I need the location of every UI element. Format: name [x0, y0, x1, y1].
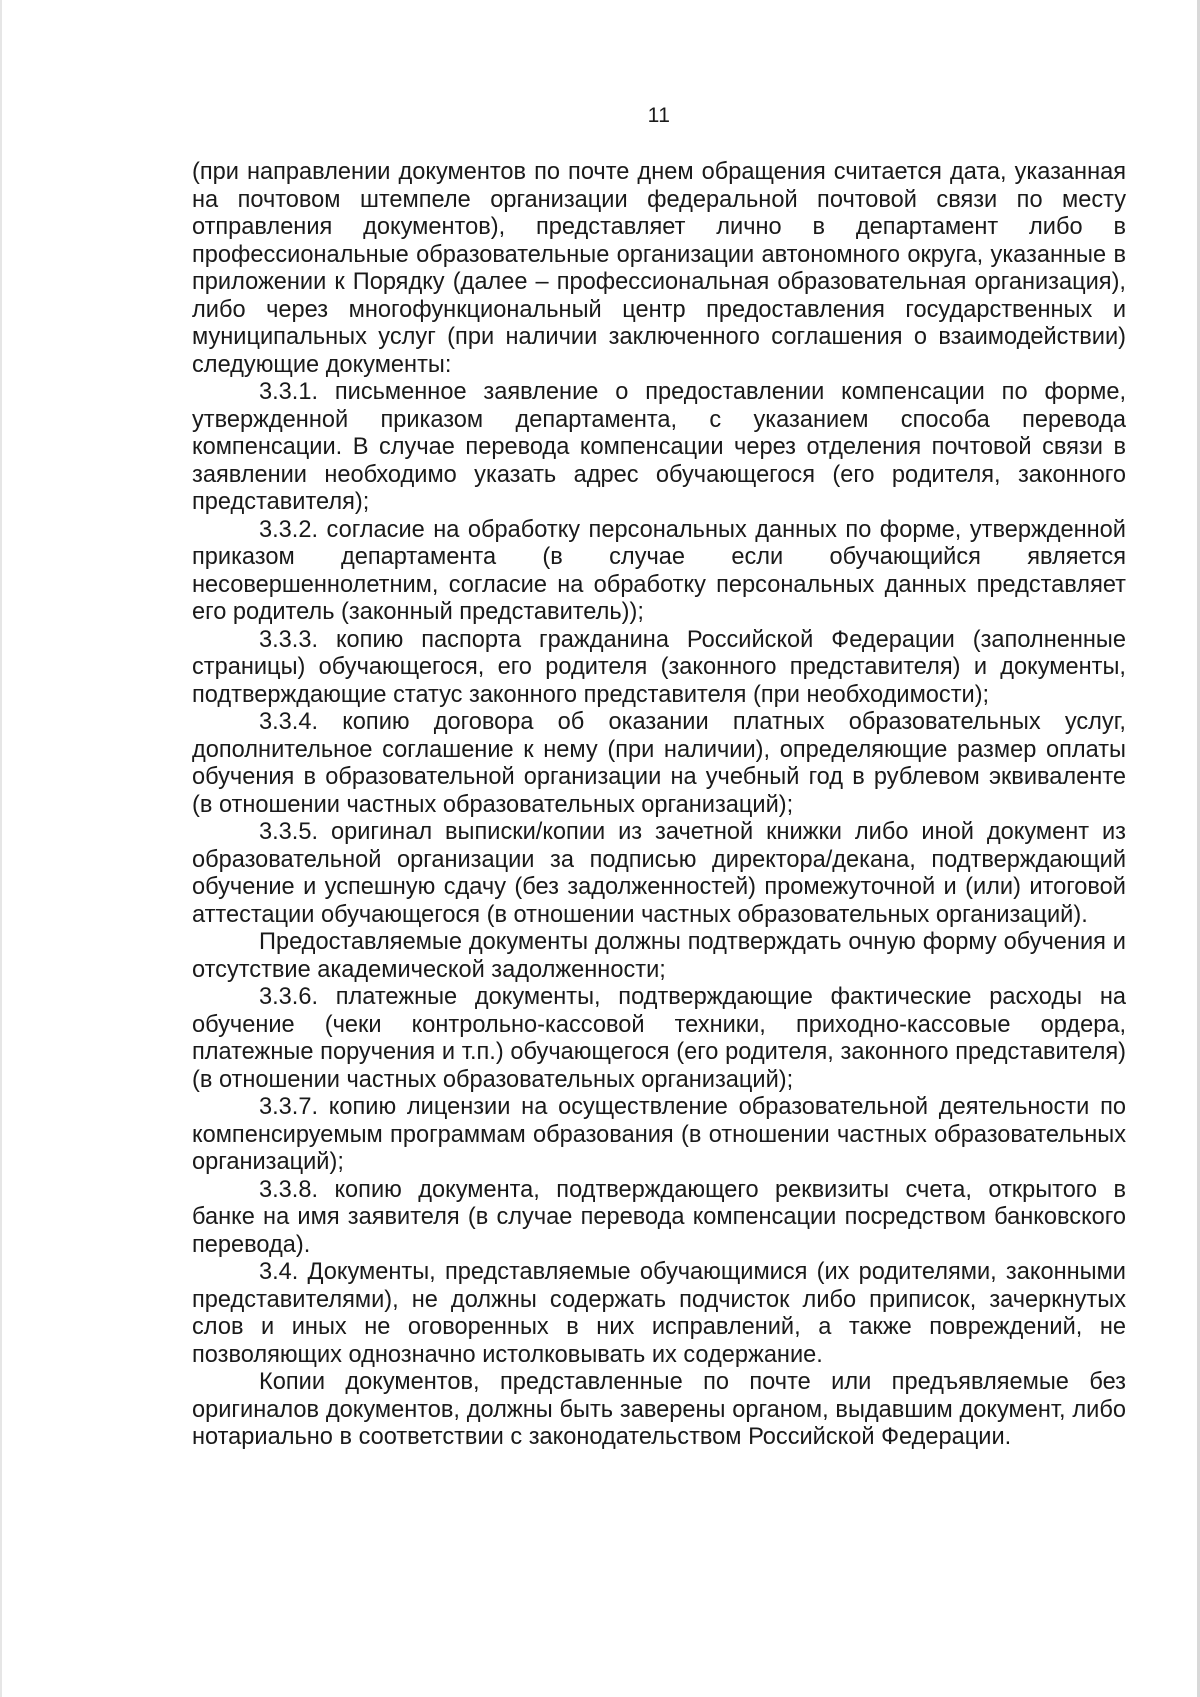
paragraph-3-3-2: 3.3.2. согласие на обработку персональных данных по форме, утвержденной приказом департамента (в случае если обучающийся является несовершеннолетним, согласие на обработку персональных данных представляет его родитель (законный представитель));	[192, 516, 1126, 625]
document-body	[192, 159, 1126, 1452]
paragraph-intro: (при направлении документов по почте днем обращения считается дата, указанная на почтовом штемпеле организации федеральной почтовой связи по месту отправления документов), представляет лично в департамент либо в профессиональные образовательные организации автономного округа, указанные в приложении к Порядку (далее – профессиональная образовательная организация), либо через многофункциональный центр предоставления государственных и муниципальных услуг (при наличии заключенного соглашения о взаимодействии) следующие документы:	[192, 159, 1126, 378]
paragraph-3-3-3: 3.3.3. копию паспорта гражданина Российской Федерации (заполненные страницы) обучающегося, его родителя (законного представителя) и документы, подтверждающие статус законного представителя (при необходимости);	[192, 626, 1126, 708]
paragraph-3-3-4: 3.3.4. копию договора об оказании платных образовательных услуг, дополнительное соглашение к нему (при наличии), определяющие размер оплаты обучения в образовательной организации на учебный год в рублевом эквиваленте (в отношении частных образовательных организаций);	[192, 709, 1126, 818]
paragraph-3-4: 3.4. Документы, представляемые обучающимися (их родителями, законными представителями), не должны содержать подчисток либо приписок, зачеркнутых слов и иных не оговоренных в них исправлений, а также повреждений, не позволяющих однозначно истолковывать их содержание.	[192, 1259, 1126, 1368]
paragraph-3-3-8: 3.3.8. копию документа, подтверждающего реквизиты счета, открытого в банке на имя заявителя (в случае перевода компенсации посредством банковского перевода).	[192, 1176, 1126, 1258]
paragraph-3-3-7: 3.3.7. копию лицензии на осуществление образовательной деятельности по компенсируемым программам образования (в отношении частных образовательных организаций);	[192, 1094, 1126, 1175]
paragraph-3-3-1: 3.3.1. письменное заявление о предоставлении компенсации по форме, утвержденной приказом департамента, с указанием способа перевода компенсации. В случае перевода компенсации через отделения почтовой связи в заявлении необходимо указать адрес обучающегося (его родителя, законного представителя);	[192, 379, 1126, 515]
paragraph-documents-requirement: Предоставляемые документы должны подтверждать очную форму обучения и отсутствие академической задолженности;	[192, 929, 1126, 983]
page-number: 11	[647, 104, 671, 127]
paragraph-3-3-6: 3.3.6. платежные документы, подтверждающие фактические расходы на обучение (чеки контрольно-кассовой техники, приходно-кассовые ордера, платежные поручения и т.п.) обучающегося (его родителя, законного представителя) (в отношении частных образовательных организаций);	[192, 984, 1126, 1093]
paragraph-3-3-5: 3.3.5. оригинал выписки/копии из зачетной книжки либо иной документ из образовательной организации за подписью директора/декана, подтверждающий обучение и успешную сдачу (без задолженностей) промежуточной и (или) итоговой аттестации обучающегося (в отношении частных образовательных организаций).	[192, 819, 1126, 928]
page-edge-left	[0, 0, 2, 1697]
paragraph-copies: Копии документов, представленные по почте или предъявляемые без оригиналов документов, должны быть заверены органом, выдавшим документ, либо нотариально в соответствии с законодательством Российской Федерации.	[192, 1369, 1126, 1450]
